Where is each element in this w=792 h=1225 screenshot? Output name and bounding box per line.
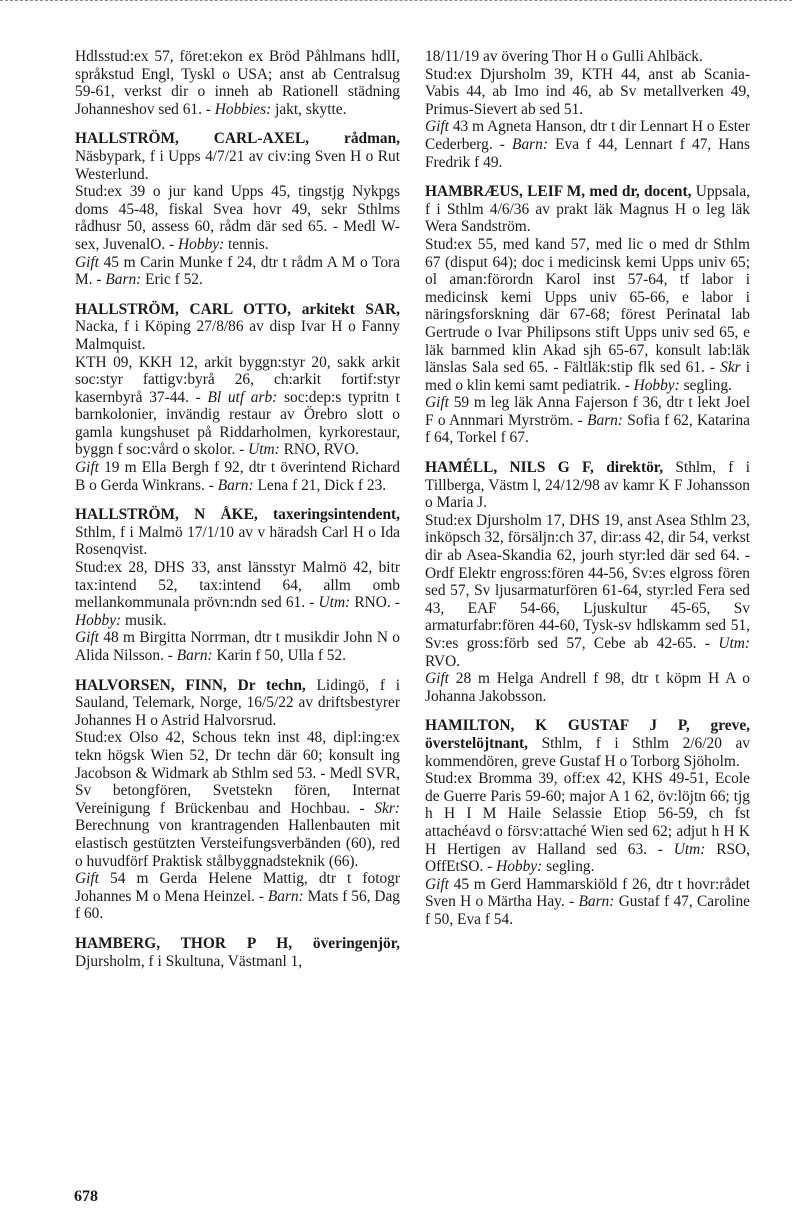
entry-text: 43 m Agneta Hanson, dtr t dir Lennart H o Ester Cederberg. -: [425, 118, 750, 153]
entry-heading: [75, 677, 400, 730]
entry-text: Djursholm, f i Skultuna, Västmanl 1,: [75, 952, 303, 970]
barn-label: Barn:: [587, 411, 624, 429]
entry-text: Sthlm, f i Sthlm 2/6/20 av kommendören, greve Gustaf H o Torborg Sjöholm.: [425, 734, 750, 770]
entry-text: Hdlsstud:ex 57, föret:ekon ex Bröd Påhlmans hdlI, språkstud Engl, Tyskl o USA; anst ab Centralsug 59-61, verkst dir o inneh ab Rationell städning Johanneshov sed 61. -: [75, 48, 400, 118]
entry-text: 54 m Gerda Helene Mattig, dtr t fotogr Johannes M o Mena Heinzel. -: [75, 870, 400, 905]
entry-name: HALLSTRÖM, CARL-AXEL,: [75, 130, 310, 148]
gift-label: Gift: [425, 670, 449, 688]
entry-paragraph: [75, 559, 400, 629]
page-top-border: [0, 0, 792, 4]
entry-text: 18/11/19 av övering Thor H o Gulli Ahlbäck.: [425, 48, 703, 65]
gift-label: Gift: [425, 394, 449, 412]
entry-title: arkitekt SAR,: [291, 300, 400, 318]
right-column: [425, 48, 750, 941]
entry-text: segling.: [679, 376, 732, 394]
entry-title: taxeringsintendent,: [257, 506, 400, 524]
entry-text: RSO, OffEtSO. -: [425, 840, 750, 876]
entry-paragraph: [425, 48, 750, 66]
entry-text: Eric f 52.: [141, 271, 203, 289]
entry-hallstrom-carl-axel: [75, 130, 400, 288]
skr-label: Skr: [720, 359, 741, 377]
entry-continued: [75, 48, 400, 118]
entry-text: RVO.: [425, 652, 461, 670]
entry-hallstrom-n-ake: [75, 506, 400, 664]
entry-family: [425, 876, 750, 929]
entry-title: direktör,: [593, 459, 664, 477]
hobby-label: Hobby:: [178, 235, 225, 253]
entry-text: 28 m Helga Andrell f 98, dtr t köpm H A o Johanna Jakobsson.: [425, 670, 750, 705]
entry-title: Dr techn,: [226, 676, 306, 694]
entry-name: HALLSTRÖM, N ÅKE,: [75, 506, 258, 524]
works-label: Bl utf arb:: [207, 388, 278, 406]
entry-text: Eva f 44, Lennart f 47, Hans Fredrik f 49.: [425, 135, 750, 171]
hobby-label: Hobby:: [633, 376, 680, 394]
entry-hallstrom-carl-otto: [75, 301, 400, 495]
utm-label: Utm:: [673, 840, 706, 858]
entry-text: 45 m Gerd Hammarskiöld f 26, dtr t hovr:rådet Sven H o Märtha Hay. -: [425, 875, 750, 911]
utm-label: Utm:: [718, 635, 750, 652]
entry-heading: [75, 301, 400, 354]
barn-label: Barn:: [105, 271, 142, 289]
entry-text: Stud:ex 39 o jur kand Upps 45, tingstjg Nykpgs doms 45-48, fiskal Svea hovr 49, sekr Sthlms rådhusr 50, assess 60, rådm där sed 65. - Medl W-sex, JuvenalO. -: [75, 183, 400, 253]
barn-label: Barn:: [176, 647, 213, 664]
entry-name: HALLSTRÖM, CARL OTTO,: [75, 300, 292, 318]
entry-text: RNO, RVO.: [279, 441, 359, 459]
entry-text: Lidingö, f i Sauland, Telemark, Norge, 16/5/22 av driftsbestyrer Johannes H o Astrid Halvorsrud.: [75, 676, 400, 729]
gift-label: Gift: [75, 459, 99, 477]
entry-paragraph: [75, 48, 400, 118]
barn-label: Barn:: [512, 135, 548, 153]
entry-heading: [425, 183, 750, 236]
entry-text: RNO. -: [350, 594, 400, 612]
entry-family: [75, 459, 400, 494]
gift-label: Gift: [75, 253, 99, 271]
entry-paragraph: [425, 770, 750, 876]
hobby-label: Hobby:: [75, 611, 122, 629]
entry-text: Lena f 21, Dick f 23.: [253, 476, 387, 494]
entry-text: jakt, skytte.: [271, 100, 347, 118]
utm-label: Utm:: [318, 594, 351, 612]
entry-text: Stud:ex Olso 42, Schous tekn inst 48, dipl:ing:ex tekn högsk Wien 52, Dr techn där 60; konsult ing Jacobson & Widmark ab Sthlm sed 53. - Medl SVR, Sv betongfören, Svetstekn fören, Internat Vereinigung f Brückenbau and Hochbau. -: [75, 729, 400, 817]
entry-text: Karin f 50, Ulla f 52.: [212, 647, 347, 664]
entry-heading: [425, 459, 750, 512]
entry-name: HAMBRÆUS, LEIF M,: [425, 183, 586, 201]
entry-title: med dr, docent,: [585, 183, 692, 201]
entry-name: HAMBERG, THOR P H,: [75, 934, 293, 952]
entry-paragraph: [75, 354, 400, 460]
hobby-label: Hobby:: [496, 858, 543, 876]
entry-text: i med o klin kemi samt pediatrik. -: [425, 359, 750, 394]
entry-family: [75, 870, 400, 923]
barn-label: Barn:: [267, 887, 304, 905]
hobbies-label: Hobbies:: [214, 100, 272, 118]
entry-name: HALVORSEN, FINN,: [75, 676, 227, 694]
entry-heading: [75, 130, 400, 183]
skr-label: Skr:: [374, 799, 400, 817]
entry-family: [425, 394, 750, 447]
entry-text: 59 m leg läk Anna Fajerson f 36, dtr t lekt Joel F o Annmari Myrström. -: [425, 394, 750, 429]
entry-title: överingenjör,: [292, 934, 400, 952]
entry-text: Sthlm, f i Malmö 17/1/10 av v häradsh Carl H o Ida Rosenqvist.: [75, 523, 400, 559]
entry-heading: [75, 506, 400, 559]
barn-label: Barn:: [217, 476, 254, 494]
gift-label: Gift: [425, 875, 449, 893]
gift-label: Gift: [75, 629, 99, 647]
entry-paragraph: [425, 512, 750, 670]
entry-heading: [425, 717, 750, 770]
entry-hamberg-thor: [75, 935, 400, 970]
entry-paragraph: [425, 236, 750, 394]
entry-text: Stud:ex Djursholm 39, KTH 44, anst ab Scania-Vabis 44, ab Imo ind 46, ab Sv metallverken 49, Primus-Sievert ab sed 51.: [425, 65, 750, 118]
entry-text: Näsbypark, f i Upps 4/7/21 av civ:ing Sven H o Rut Westerlund.: [75, 147, 400, 183]
entry-heading: [75, 935, 400, 970]
entry-hambraeus-leif: [425, 183, 750, 447]
page-number: 678: [74, 1188, 98, 1205]
entry-hamberg-continued: [425, 48, 750, 171]
entry-paragraph: [75, 183, 400, 253]
entry-text: 45 m Carin Munke f 24, dtr t rådm A M o Tora M. -: [75, 253, 400, 289]
entry-text: soc:dep:s typritn t barnkolonier, invändig restaur av Örebro slott o gamla kungshuset på Riddarholmen, kyrkorestaur, byggn f soc:vård o skolor. -: [75, 388, 400, 459]
entry-text: Stud:ex 55, med kand 57, med lic o med dr Sthlm 67 (disput 64); doc i medicinsk kemi Upps univ 65; ol aman:förordn Karol inst 57-64, tf labor i medicinsk kemi Upps univ 65-66, e labor i näringsforskning där 67-68; förest Perinatal lab Gertrude o Ivar Philipsons stift Upps univ sed 65, e läk barnmed klin Akad sjh 65-67, konsult lab:läk länslas Sala sed 65. - Fältläk:stip flk sed 61. -: [425, 235, 750, 377]
entry-text: Stud:ex Bromma 39, off:ex 42, KHS 49-51, Ecole de Guerre Paris 59-60; major A 1 62, öv:löjtn 66; tjg h H I M Haile Selassie Etiop 56-59, ch fst attachéavd o försv:attaché Wien sed 62; adjut h H K H Hertigen av Halland sed 63. -: [425, 770, 750, 858]
entry-text: Sofia f 62, Katarina f 64, Torkel f 67.: [425, 411, 750, 447]
entry-family: [425, 118, 750, 171]
entry-text: Nacka, f i Köping 27/8/86 av disp Ivar H o Fanny Malmquist.: [75, 318, 400, 353]
entry-hamilton-gustaf: [425, 717, 750, 928]
left-column: [75, 48, 400, 982]
entry-text: Stud:ex Djursholm 17, DHS 19, anst Asea Sthlm 23, inköpsch 32, försäljn:ch 37, dir:ass 42, dir 54, verkst dir ab Asea-Skandia 62, jourh styr:led där sed 64. - Ordf Elektr engross:fören 44-56, Sv:es elgross fören sed 57, Sv ljusarmaturfören 61-64, styr:led Fera sed 43, EAF 54-66, Ljuskultur 45-65, Sv armaturfabr:fören 44-60, Tysk-sv hdlskamm sed 51, Sv:es gross:förb sed 57, Cebe ab 42-65. -: [425, 511, 750, 652]
entry-text: Gustaf f 47, Caroline f 50, Eva f 54.: [425, 893, 750, 928]
entry-text: tennis.: [224, 235, 269, 253]
entry-text: 19 m Ella Bergh f 92, dtr t överintend Richard B o Gerda Winkrans. -: [75, 459, 400, 494]
entry-title: greve, överstelöjtnant,: [425, 717, 750, 752]
entry-halvorsen-finn: [75, 677, 400, 923]
gift-label: Gift: [425, 118, 449, 136]
entry-text: Berechnung von krantragenden Hallenbauten mit elastisch gestützten Versteifungsverbänden (60), red o huvudförf Praktisk stålbyggnadsteknik (66).: [75, 817, 400, 870]
entry-text: Stud:ex 28, DHS 33, anst länsstyr Malmö 42, bitr tax:intend 52, tax:intend 64, allm omb mellankommunala prövn:ndn sed 61. -: [75, 559, 400, 612]
entry-text: musik.: [121, 611, 167, 629]
entry-hamell-nils: [425, 459, 750, 705]
entry-name: HAMILTON, K GUSTAF J P,: [425, 717, 690, 735]
entry-text: Mats f 56, Dag f 60.: [75, 887, 400, 923]
entry-text: segling.: [542, 858, 595, 876]
utm-label: Utm:: [248, 441, 280, 459]
entry-title: rådman,: [309, 130, 401, 148]
barn-label: Barn:: [578, 893, 615, 911]
gift-label: Gift: [75, 870, 99, 888]
entry-family: [425, 670, 750, 705]
entry-paragraph: [425, 66, 750, 119]
entry-family: [75, 254, 400, 289]
entry-text: Sthlm, f i Tillberga, Västm l, 24/12/98 av kamr K F Johansson o Maria J.: [425, 459, 750, 512]
entry-paragraph: [75, 729, 400, 870]
entry-text: 48 m Birgitta Norrman, dtr t musikdir John N o Alida Nilsson. -: [75, 629, 400, 664]
entry-name: HAMÉLL, NILS G F,: [425, 459, 594, 477]
entry-family: [75, 629, 400, 664]
entry-text: KTH 09, KKH 12, arkit byggn:styr 20, sakk arkit soc:styr fattigv:byrå 26, ch:arkit fortif:styr kasernbyrå 37-44. -: [75, 353, 400, 406]
entry-text: Uppsala, f i Sthlm 4/6/36 av prakt läk Magnus H o leg läk Wera Sandström.: [425, 183, 750, 236]
